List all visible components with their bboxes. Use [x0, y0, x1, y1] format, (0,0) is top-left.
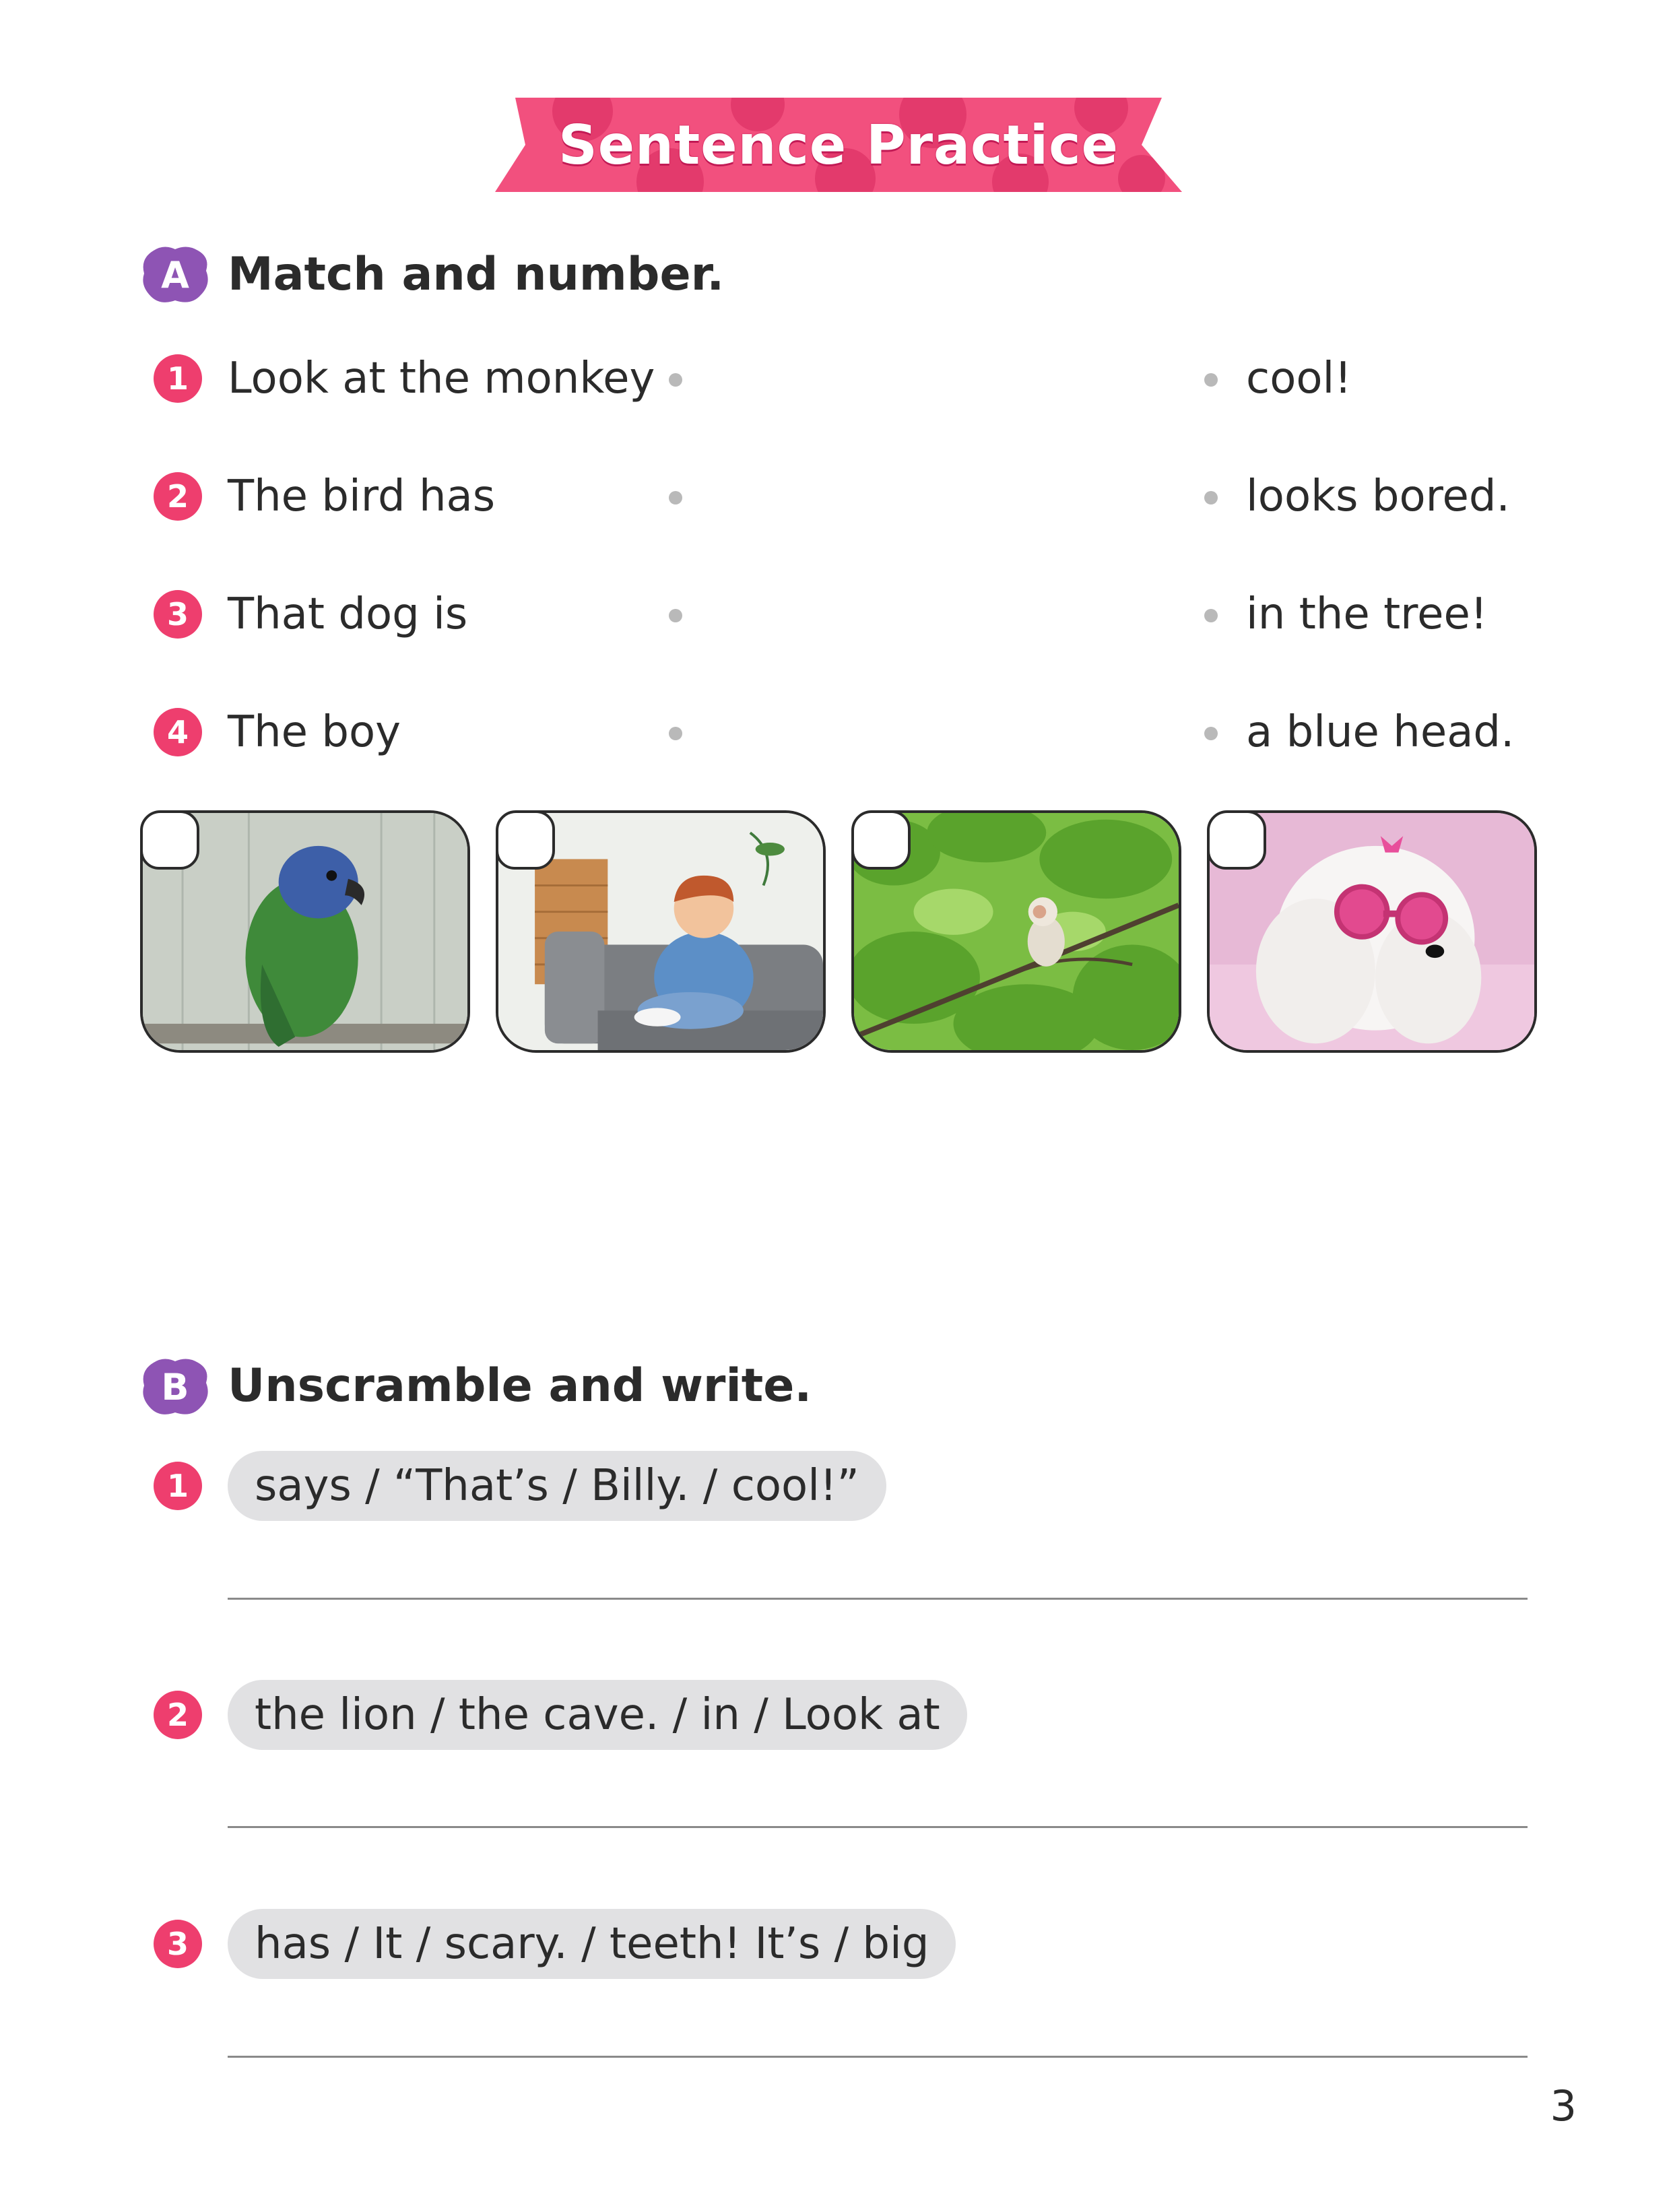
- right-match-dot-4[interactable]: [1204, 727, 1218, 740]
- left-phrase-4: The boy: [228, 707, 401, 757]
- left-match-dot-3[interactable]: [669, 609, 682, 622]
- right-match-dot-1[interactable]: [1204, 373, 1218, 387]
- writing-line-1[interactable]: [228, 1598, 1528, 1600]
- section-a-letter: A: [161, 253, 189, 296]
- page-title: Sentence Practice: [558, 113, 1119, 176]
- right-phrase-3: in the tree!: [1246, 589, 1488, 639]
- section-b-instruction: Unscramble and write.: [228, 1359, 812, 1412]
- item-number-3: 3: [154, 1920, 202, 1968]
- writing-line-3[interactable]: [228, 2056, 1528, 2058]
- right-match-dot-2[interactable]: [1204, 491, 1218, 505]
- answer-box-3[interactable]: [851, 810, 911, 870]
- answer-box-1[interactable]: [140, 810, 199, 870]
- answer-box-2[interactable]: [496, 810, 555, 870]
- scrambled-words-2: the lion / the cave. / in / Look at: [228, 1680, 967, 1750]
- scrambled-words-3: has / It / scary. / teeth! It’s / big: [228, 1909, 956, 1979]
- page-number: 3: [1550, 2081, 1577, 2130]
- section-b-letter: B: [161, 1365, 189, 1408]
- answer-box-4[interactable]: [1207, 810, 1266, 870]
- item-number-2: 2: [154, 1691, 202, 1739]
- right-phrase-4: a blue head.: [1246, 707, 1515, 757]
- scrambled-words-1: says / “That’s / Billy. / cool!”: [228, 1451, 886, 1521]
- section-a-instruction: Match and number.: [228, 248, 725, 301]
- left-phrase-2: The bird has: [228, 471, 496, 521]
- left-match-dot-1[interactable]: [669, 373, 682, 387]
- item-number-1: 1: [154, 354, 202, 403]
- left-match-dot-4[interactable]: [669, 727, 682, 740]
- left-phrase-1: Look at the monkey: [228, 354, 655, 403]
- item-number-4: 4: [154, 708, 202, 756]
- left-phrase-3: That dog is: [228, 589, 468, 639]
- right-phrase-1: cool!: [1246, 354, 1352, 403]
- right-match-dot-3[interactable]: [1204, 609, 1218, 622]
- left-match-dot-2[interactable]: [669, 491, 682, 505]
- item-number-2: 2: [154, 472, 202, 521]
- item-number-3: 3: [154, 590, 202, 639]
- item-number-1: 1: [154, 1462, 202, 1510]
- right-phrase-2: looks bored.: [1246, 471, 1510, 521]
- writing-line-2[interactable]: [228, 1826, 1528, 1828]
